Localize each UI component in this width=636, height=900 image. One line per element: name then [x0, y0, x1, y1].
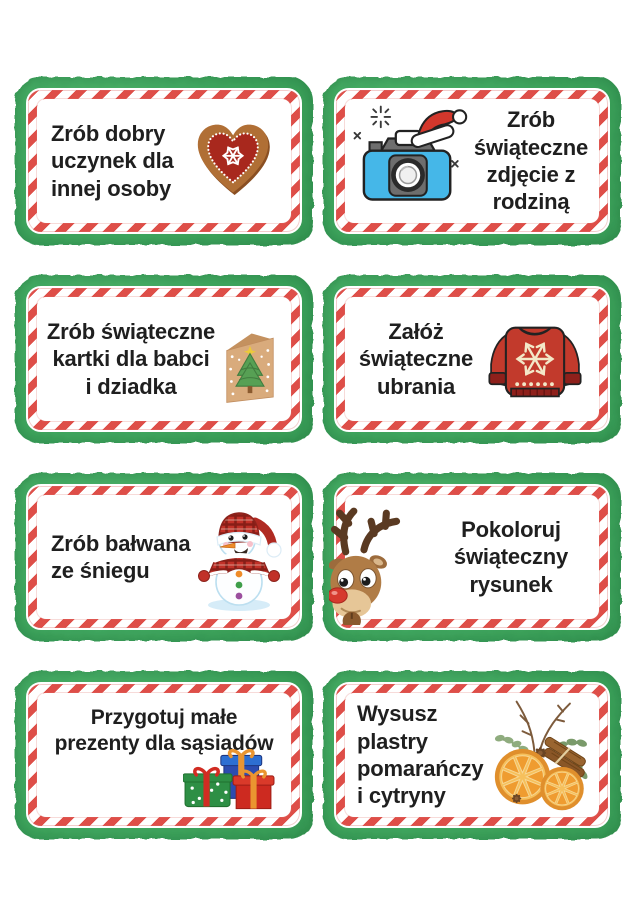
snowman-icon [195, 502, 283, 612]
card-body [345, 495, 599, 619]
card-body [37, 693, 291, 817]
card-body [37, 99, 291, 223]
text-line: pomarańczy [357, 756, 484, 781]
card-cards-for-grandparents [15, 275, 313, 443]
camera-santa-hat-icon [347, 99, 469, 223]
card-color-drawing [323, 473, 621, 641]
card-body [37, 297, 291, 421]
card-holiday-photo [323, 77, 621, 245]
gingerbread-heart-icon [193, 121, 273, 201]
card-festive-clothes [323, 275, 621, 443]
text-line: Zrób [506, 107, 556, 133]
text-line: rodziną [492, 189, 570, 215]
card-text [357, 700, 483, 809]
card-body [37, 495, 291, 619]
card-build-snowman [15, 473, 313, 641]
text-line: i dziadka [85, 373, 177, 399]
text-line: plastry [357, 728, 428, 754]
christmas-card-icon [219, 326, 281, 406]
card-body [345, 99, 599, 223]
text-line: Załóż [388, 319, 444, 345]
text-line: zdjęcie z [486, 162, 576, 187]
text-line: Przygotuj małe [90, 706, 238, 729]
dried-oranges-icon [483, 692, 597, 814]
text-line: Zrób dobry [51, 121, 166, 147]
text-line: ze śniegu [51, 558, 150, 583]
card-text [347, 318, 485, 400]
card-text [469, 106, 593, 215]
card-text [423, 516, 599, 598]
text-line: Zrób bałwana [51, 530, 191, 556]
text-line: i cytryny [357, 783, 446, 809]
text-line: świąteczne [358, 346, 474, 372]
card-body [345, 297, 599, 421]
card-body [345, 693, 599, 817]
card-gifts-for-neighbours [15, 671, 313, 839]
card-text [43, 318, 219, 400]
text-line: Zrób świąteczne [46, 319, 216, 345]
text-line: świąteczne [473, 134, 589, 160]
text-line: uczynek dla [51, 148, 174, 174]
text-line: innej osoby [51, 175, 172, 201]
card-dry-orange-slices [323, 671, 621, 839]
christmas-sweater-icon [485, 313, 585, 405]
text-line: rysunek [469, 571, 553, 597]
text-line: prezenty dla sąsiadów [54, 732, 274, 756]
text-line: Wysusz [357, 701, 438, 727]
text-line: ubrania [376, 373, 456, 399]
text-line: kartki dla babci [52, 346, 210, 372]
card-text [51, 530, 190, 585]
card-good-deed [15, 77, 313, 245]
text-line: Pokoloruj [461, 517, 561, 543]
gift-boxes-icon [183, 747, 275, 815]
reindeer-icon [329, 503, 401, 625]
text-line: świąteczny [453, 544, 569, 570]
card-text [51, 120, 174, 202]
